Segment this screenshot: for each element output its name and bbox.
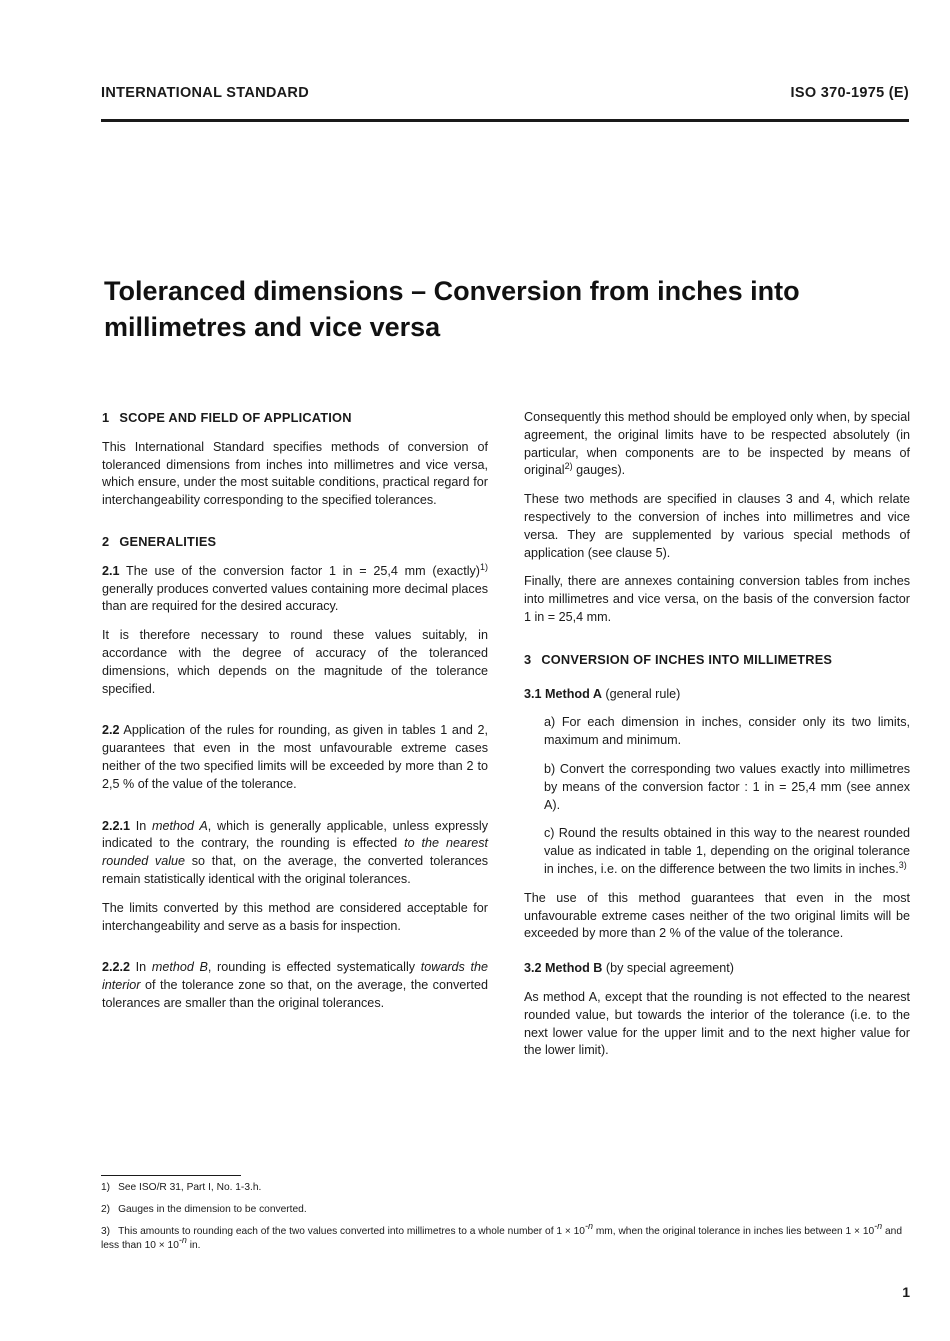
clause-text: of the tolerance zone so that, on the average, the converted tolerances are smaller than the original tolerances. <box>102 978 488 1010</box>
exponent: -n <box>584 1221 593 1231</box>
footnote-1 <box>101 1181 911 1195</box>
header-document-number: ISO 370-1975 (E) <box>790 85 909 101</box>
footnote-ref: 3) <box>898 859 907 870</box>
footnote-text: This amounts to rounding each of the two values converted into millimetres to a whole number of 1 × 10 <box>118 1226 585 1237</box>
clause-2-2-1-paragraph <box>102 818 488 889</box>
header-rule <box>101 119 909 122</box>
clause-2-2-1-paragraph-2: The limits converted by this method are considered acceptable for interchangeability and serve as a basis for inspection. <box>102 900 488 933</box>
emphasis: to the nearest rounded value <box>102 836 489 869</box>
footnote-ref: 1) <box>479 561 488 572</box>
footnote-3 <box>101 1221 911 1253</box>
section-2-heading <box>102 533 488 551</box>
section-title: GENERALITIES <box>119 533 217 549</box>
clause-text: so that, on the average, the converted tolerances remain statistically identical with the original tolerances. <box>102 854 488 886</box>
right-paragraph-2: These two methods are specified in clauses 3 and 4, which relate respectively to the conversion of inches into millimetres and vice versa. They are supplemented by various special methods of application (see clause 5). <box>524 492 910 560</box>
clause-title: Method A <box>545 686 602 701</box>
list-item-c <box>524 825 910 878</box>
clause-number: 3.2 <box>524 961 542 976</box>
right-paragraph-3: Finally, there are annexes containing conversion tables from inches into millimetres and vice versa, on the basis of the conversion factor 1 in = 25,4 mm. <box>524 574 910 624</box>
clause-3-1-heading <box>524 686 910 704</box>
emphasis: method A <box>152 818 208 833</box>
footnote-text: mm, when the original tolerance in inches lies between 1 × 10 <box>592 1226 875 1237</box>
footnote-text: in. <box>186 1240 201 1251</box>
title-line-1: Toleranced dimensions – Conversion from inches into <box>104 276 800 306</box>
right-column <box>524 409 910 1071</box>
clause-2-1-paragraph-2: It is therefore necessary to round these values suitably, in accordance with the degree of accuracy of the toleranced dimensions, which depends on the magnitude of the tolerance specified. <box>102 628 488 696</box>
clause-number: 2.2 <box>102 723 120 738</box>
clause-number: 2.2.2 <box>102 960 131 975</box>
section-1-heading <box>102 409 488 427</box>
header-standard-label: INTERNATIONAL STANDARD <box>101 85 309 101</box>
document-title <box>104 273 864 345</box>
clause-text: , rounding is effected systematically <box>207 960 421 975</box>
footnote-text: See ISO/R 31, Part I, No. 1-3.h. <box>118 1182 262 1193</box>
footnote-ref: 2) <box>564 461 573 472</box>
clause-2-2-2-paragraph <box>102 959 488 1012</box>
clause-2-1-paragraph <box>102 563 488 616</box>
section-number: 3 <box>524 651 532 667</box>
paragraph-text: Consequently this method should be employed only when, by special agreement, the original limits have to be respected absolutely (in particular, when components are to be inspected by means of original <box>524 410 910 478</box>
clause-text: generally produces converted values containing more decimal places than are required for the desired accuracy. <box>102 581 488 614</box>
footnote-text: Gauges in the dimension to be converted. <box>118 1204 307 1215</box>
list-item-b: b) Convert the corresponding two values exactly into millimetres by means of the conversion factor : 1 in = 25,4 mm (see annex A). <box>544 761 910 812</box>
list-item-a: a) For each dimension in inches, consider only its two limits, maximum and minimum. <box>544 715 910 748</box>
footnote-rule <box>101 1175 241 1176</box>
clause-text: Application of the rules for rounding, as given in tables 1 and 2, guarantees that even in the most unfavourable extreme cases neither of the two specified limits will be exceeded by more than 2 to 2,5 % of the value of the tolerance. <box>102 723 488 791</box>
paragraph-text: gauges). <box>572 463 626 478</box>
footnote-text: and less than 10 × 10 <box>101 1226 902 1251</box>
clause-subtitle: (general rule) <box>601 686 681 701</box>
clause-title: Method B <box>545 961 603 976</box>
clause-text: In <box>135 960 152 975</box>
section-3-heading <box>524 651 910 669</box>
clause-number: 2.1 <box>102 563 120 578</box>
clause-2-2-paragraph <box>102 722 488 793</box>
clause-text: The use of the conversion factor 1 in = 25,4 mm (exactly) <box>126 563 480 578</box>
clause-text: , which is generally applicable, unless expressly indicated to the contrary, the rounding is effected <box>102 818 489 851</box>
clause-3-2-heading <box>524 960 910 978</box>
page-header <box>101 85 909 107</box>
section-title: SCOPE AND FIELD OF APPLICATION <box>119 410 352 425</box>
footnote-number: 1) <box>101 1182 111 1193</box>
emphasis: towards the interior <box>102 960 488 993</box>
clause-3-2-paragraph: As method A, except that the rounding is not effected to the nearest rounded value, but towards the interior of the tolerance (i.e. to the next lower value for the upper limit and to the next higher value for the lower limit). <box>524 989 910 1058</box>
section-1-paragraph: This International Standard specifies methods of conversion of toleranced dimensions from inches into millimetres and vice versa, which ensure, under the most suitable conditions, practical regard for interchangeability corresponding to the specified tolerances. <box>102 439 488 508</box>
exponent: -n <box>178 1235 187 1245</box>
list-item-text: c) Round the results obtained in this way to the nearest rounded value as indicated in table 1, depending on the original tolerance in inches, i.e. on the difference between the two limits in inches. <box>544 826 910 876</box>
right-paragraph-1 <box>524 409 910 480</box>
method-a-guarantee-paragraph: The use of this method guarantees that even in the most unfavourable extreme cases neither of the two original limits will be exceeded by more than 2 % of the value of the tolerance. <box>524 890 910 941</box>
section-number: 1 <box>102 410 110 425</box>
clause-number: 3.1 <box>524 686 542 701</box>
clause-number: 2.2.1 <box>102 818 131 833</box>
exponent: -n <box>874 1221 883 1231</box>
footnote-2 <box>101 1203 911 1217</box>
left-column <box>102 409 488 1024</box>
title-line-2: millimetres and vice versa <box>104 312 441 342</box>
page-number: 1 <box>902 1284 910 1300</box>
emphasis: method B <box>151 960 208 975</box>
clause-subtitle: (by special agreement) <box>602 961 734 976</box>
footnote-number: 2) <box>101 1204 111 1215</box>
section-number: 2 <box>102 533 110 549</box>
section-title: CONVERSION OF INCHES INTO MILLIMETRES <box>541 651 833 667</box>
footnote-number: 3) <box>101 1226 111 1237</box>
footnotes <box>101 1181 911 1261</box>
clause-text: In <box>135 818 153 833</box>
